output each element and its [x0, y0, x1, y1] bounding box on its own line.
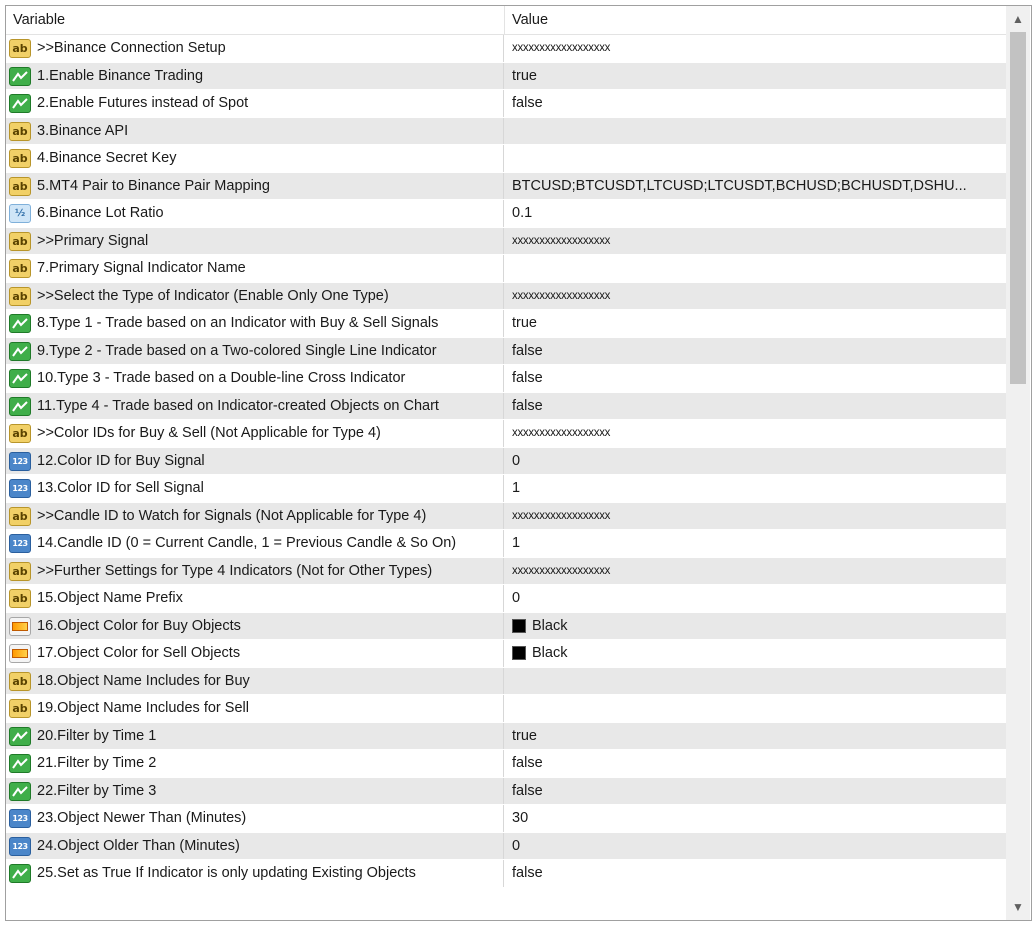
variable-label: 23.Object Newer Than (Minutes) [37, 810, 247, 826]
value-cell[interactable]: false [512, 865, 543, 881]
value-cell[interactable]: xxxxxxxxxxxxxxxxxx [512, 427, 611, 439]
integer-type-icon: 123 [9, 809, 31, 828]
table-row[interactable] [6, 668, 1006, 696]
value-cell[interactable]: true [512, 315, 537, 331]
table-row[interactable] [6, 63, 1006, 91]
variable-label: 10.Type 3 - Trade based on a Double-line Cross Indicator [37, 370, 406, 386]
value-cell[interactable]: false [512, 397, 543, 414]
variable-cell [6, 420, 504, 447]
table-header [6, 6, 1006, 35]
value-cell[interactable]: false [512, 755, 543, 771]
variable-label: 15.Object Name Prefix [37, 590, 183, 606]
table-row[interactable] [6, 310, 1006, 338]
variable-cell [6, 228, 504, 255]
table-row[interactable] [6, 475, 1006, 503]
column-header-value[interactable]: Value [512, 12, 549, 28]
boolean-type-icon [9, 864, 31, 883]
scroll-up-arrow-icon[interactable]: ▲ [1012, 12, 1024, 26]
table-row[interactable] [6, 640, 1006, 668]
table-row[interactable] [6, 145, 1006, 173]
variable-label: 2.Enable Futures instead of Spot [37, 95, 249, 111]
variable-label: 7.Primary Signal Indicator Name [37, 260, 246, 276]
variable-label: 14.Candle ID (0 = Current Candle, 1 = Previous Candle & So On) [37, 535, 457, 551]
table-row[interactable] [6, 90, 1006, 118]
variable-label: >>Color IDs for Buy & Sell (Not Applicable for Type 4) [37, 425, 381, 441]
variable-label: 22.Filter by Time 3 [37, 782, 157, 799]
variable-label: 25.Set as True If Indicator is only updating Existing Objects [37, 865, 416, 881]
value-cell[interactable]: Black [532, 645, 568, 661]
variable-cell [6, 393, 504, 420]
boolean-type-icon [9, 67, 31, 86]
variable-cell [6, 558, 504, 585]
variable-label: 13.Color ID for Sell Signal [37, 480, 204, 496]
scroll-down-arrow-icon[interactable]: ▼ [1012, 900, 1024, 914]
variable-label: 24.Object Older Than (Minutes) [37, 837, 240, 854]
variable-cell [6, 585, 504, 612]
string-type-icon: ab [9, 39, 31, 58]
table-row[interactable] [6, 585, 1006, 613]
string-type-icon: ab [9, 232, 31, 251]
table-row[interactable] [6, 393, 1006, 421]
table-row[interactable] [6, 228, 1006, 256]
vertical-scrollbar[interactable] [1006, 6, 1030, 920]
color-type-icon [9, 617, 31, 636]
string-type-icon: ab [9, 149, 31, 168]
variable-cell [6, 448, 504, 475]
boolean-type-icon [9, 782, 31, 801]
value-cell[interactable]: 1 [512, 535, 521, 551]
string-type-icon: ab [9, 259, 31, 278]
value-cell[interactable]: 0 [512, 837, 521, 854]
color-swatch[interactable] [512, 619, 526, 633]
boolean-type-icon [9, 754, 31, 773]
variable-label: 20.Filter by Time 1 [37, 727, 157, 744]
table-row[interactable] [6, 283, 1006, 311]
string-type-icon: ab [9, 424, 31, 443]
value-cell[interactable]: false [512, 342, 543, 359]
double-type-icon: ½ [9, 204, 31, 223]
variable-cell [6, 695, 504, 722]
table-row[interactable] [6, 448, 1006, 476]
string-type-icon: ab [9, 287, 31, 306]
table-row[interactable] [6, 805, 1006, 833]
variable-label: 12.Color ID for Buy Signal [37, 452, 205, 469]
variable-label: >>Binance Connection Setup [37, 40, 226, 56]
variable-cell [6, 145, 504, 172]
value-cell[interactable]: 30 [512, 810, 529, 826]
variable-cell [6, 90, 504, 117]
scrollbar-thumb[interactable] [1010, 32, 1026, 384]
variable-cell [6, 503, 504, 530]
table-row[interactable] [6, 503, 1006, 531]
integer-type-icon: 123 [9, 837, 31, 856]
variable-cell [6, 475, 504, 502]
table-row[interactable] [6, 558, 1006, 586]
table-row[interactable] [6, 530, 1006, 558]
variable-cell [6, 640, 504, 667]
variable-label: >>Primary Signal [37, 232, 149, 249]
variable-label: 1.Enable Binance Trading [37, 67, 204, 84]
variable-label: >>Further Settings for Type 4 Indicators (Not for Other Types) [37, 562, 433, 579]
value-cell[interactable]: xxxxxxxxxxxxxxxxxx [512, 234, 611, 247]
variable-label: 8.Type 1 - Trade based on an Indicator with Buy & Sell Signals [37, 315, 439, 331]
inputs-table [5, 5, 1032, 921]
integer-type-icon: 123 [9, 452, 31, 471]
variable-cell [6, 338, 504, 365]
value-cell[interactable]: xxxxxxxxxxxxxxxxxx [512, 42, 611, 54]
variable-cell [6, 365, 504, 392]
variable-cell [6, 723, 504, 750]
table-row[interactable] [6, 173, 1006, 201]
value-cell[interactable]: Black [532, 617, 568, 634]
value-cell[interactable]: true [512, 67, 537, 84]
value-cell[interactable]: 0 [512, 452, 521, 469]
variable-cell [6, 310, 504, 337]
variable-label: 3.Binance API [37, 122, 129, 139]
variable-label: 11.Type 4 - Trade based on Indicator-created Objects on Chart [37, 397, 439, 414]
column-divider[interactable] [504, 6, 505, 34]
table-row[interactable] [6, 365, 1006, 393]
variable-cell [6, 173, 504, 200]
variable-label: 21.Filter by Time 2 [37, 755, 157, 771]
variable-cell [6, 63, 504, 90]
variable-cell [6, 613, 504, 640]
variable-label: >>Select the Type of Indicator (Enable Only One Type) [37, 287, 389, 304]
integer-type-icon: 123 [9, 479, 31, 498]
variable-cell [6, 833, 504, 860]
value-cell[interactable]: 1 [512, 480, 521, 496]
string-type-icon: ab [9, 122, 31, 141]
string-type-icon: ab [9, 699, 31, 718]
variable-cell [6, 668, 504, 695]
variable-cell [6, 860, 504, 887]
table-row[interactable] [6, 35, 1006, 63]
string-type-icon: ab [9, 672, 31, 691]
variable-cell [6, 35, 504, 62]
table-row[interactable] [6, 778, 1006, 806]
variable-label: 17.Object Color for Sell Objects [37, 645, 241, 661]
string-type-icon: ab [9, 589, 31, 608]
variable-cell [6, 530, 504, 557]
string-type-icon: ab [9, 562, 31, 581]
table-row[interactable] [6, 613, 1006, 641]
column-header-variable[interactable]: Variable [13, 12, 66, 28]
string-type-icon: ab [9, 507, 31, 526]
variable-cell [6, 750, 504, 777]
value-cell[interactable]: BTCUSD;BTCUSDT,LTCUSD;LTCUSDT,BCHUSD;BCHUSDT,DSHU... [512, 177, 967, 194]
table-row[interactable] [6, 338, 1006, 366]
boolean-type-icon [9, 314, 31, 333]
table-row[interactable] [6, 750, 1006, 778]
table-row[interactable] [6, 860, 1006, 888]
variable-cell [6, 805, 504, 832]
value-cell[interactable]: 0 [512, 590, 521, 606]
variable-label: 16.Object Color for Buy Objects [37, 617, 241, 634]
boolean-type-icon [9, 342, 31, 361]
table-body [6, 35, 1006, 888]
value-cell[interactable]: 0.1 [512, 205, 533, 221]
variable-label: 19.Object Name Includes for Sell [37, 700, 249, 716]
variable-cell [6, 200, 504, 227]
table-row[interactable] [6, 255, 1006, 283]
variable-label: 18.Object Name Includes for Buy [37, 672, 250, 689]
table-row[interactable] [6, 723, 1006, 751]
value-cell[interactable]: xxxxxxxxxxxxxxxxxx [512, 289, 611, 302]
value-cell[interactable]: false [512, 370, 543, 386]
boolean-type-icon [9, 397, 31, 416]
variable-cell [6, 778, 504, 805]
boolean-type-icon [9, 727, 31, 746]
table-row[interactable] [6, 118, 1006, 146]
integer-type-icon: 123 [9, 534, 31, 553]
variable-cell [6, 255, 504, 282]
color-swatch[interactable] [512, 646, 526, 660]
string-type-icon: ab [9, 177, 31, 196]
value-cell[interactable]: false [512, 782, 543, 799]
variable-cell [6, 283, 504, 310]
variable-label: 4.Binance Secret Key [37, 150, 177, 166]
variable-label: >>Candle ID to Watch for Signals (Not Applicable for Type 4) [37, 507, 427, 524]
table-row[interactable] [6, 695, 1006, 723]
variable-cell [6, 118, 504, 145]
value-cell[interactable]: false [512, 95, 543, 111]
table-row[interactable] [6, 833, 1006, 861]
variable-label: 6.Binance Lot Ratio [37, 205, 164, 221]
value-cell[interactable]: xxxxxxxxxxxxxxxxxx [512, 509, 611, 522]
color-type-icon [9, 644, 31, 663]
boolean-type-icon [9, 369, 31, 388]
variable-label: 9.Type 2 - Trade based on a Two-colored Single Line Indicator [37, 342, 437, 359]
boolean-type-icon [9, 94, 31, 113]
table-row[interactable] [6, 420, 1006, 448]
table-row[interactable] [6, 200, 1006, 228]
value-cell[interactable]: true [512, 727, 537, 744]
value-cell[interactable]: xxxxxxxxxxxxxxxxxx [512, 564, 611, 577]
variable-label: 5.MT4 Pair to Binance Pair Mapping [37, 177, 270, 194]
